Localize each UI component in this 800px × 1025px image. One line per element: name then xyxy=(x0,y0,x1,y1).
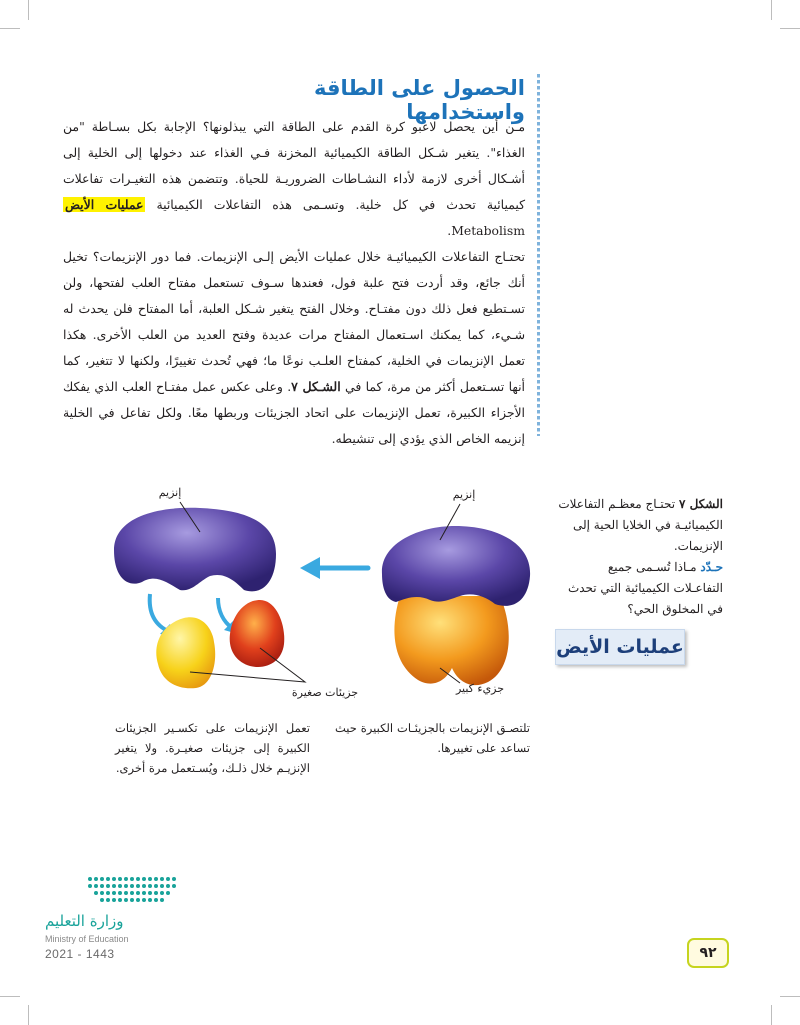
ministry-name-ar: وزارة التعليم xyxy=(45,912,124,930)
enzyme-bound xyxy=(382,526,530,606)
crop-mark xyxy=(28,0,29,20)
question-text: مـاذا تُسـمى جميع التفاعـلات الكيميائية التي تحدث في المخلوق الحي؟ xyxy=(567,560,723,616)
paragraph-text: تحتـاج التفاعلات الكيميائيـة خلال عمليات الأيض إلـى الإنزيمات. فما دور الإنزيمات؟ تخيل أنك جائع، وقد أردت فتح علبة فول، فعندها سـوف تستعمل مفتاح العلب لفتحها، ولن تسـتطيع فعل ذلك دون مفتـاح. وخلال الفتح يتغير شـكل العلبة، أما المفتاح فلن يحدث له شـيء، كما يمكنك اسـتعمال المفتاح مرات عديدة وفتح العديد من العلب الأخرى. هكذا تعمل الإنزيمات في الخلية، كمفتاح العلـب نوعًا ما؛ فهي تُحدث تغييرًا، ولكنها لا تتغير، كما أنها تسـتعمل أكثر من مرة، كما في xyxy=(63,249,525,394)
small-molecule-red xyxy=(230,600,285,667)
label-enzyme-right: إنزيم xyxy=(452,488,476,501)
paragraph-metabolism xyxy=(63,114,525,244)
crop-mark xyxy=(0,28,20,29)
description-bind: تلتصـق الإنزيمات بالجزيئـات الكبيرة حيث تساعد على تغييرها. xyxy=(335,721,530,755)
figure-caption-text: تحتـاج معظـم التفاعلات الكيميائيـة في الخلايا الحية إلى الإنزيمات. xyxy=(558,497,723,553)
page-number: ٩٢ xyxy=(687,938,729,968)
crop-mark xyxy=(771,0,772,20)
figure-caption xyxy=(555,494,723,620)
paragraph-enzymes xyxy=(63,244,525,452)
paragraph-text: مـن أين يحصل لاعبو كرة القدم على الطاقة التي يبذلونها؟ الإجابة بكل بسـاطة "من الغذاء". يتغير شـكل الطاقة الكيميائية المخزنة فـي الغذاء عند دخولها إلى الخلية إلى أشـكال أخرى لازمة لأداء النشـاطات الضروريـة للحياة. وتتضمن هذه التغيـرات تفاعلات كيميائية تحدث في كل خلية. وتسـمى هذه التفاعلات الكيميائية xyxy=(63,119,525,212)
enzyme-diagram xyxy=(100,478,540,708)
question-verb: حـدّد xyxy=(700,560,723,574)
paragraph-text: . وعلى عكس عمل مفتـاح العلب الذي يفكك الأجزاء الكبيرة، تعمل الإنزيمات على اتحاد الجزيئات وربطها معًا. ولكل تفاعل في الخلية إنزيمه الخاص الذي يؤدي إلى تنشيطه. xyxy=(63,379,525,446)
label-large-molecule: جزيء كبير xyxy=(455,682,505,695)
highlighted-term: عمليات الأيض xyxy=(65,197,144,212)
answer-box: عمليات الأيض xyxy=(555,629,685,665)
crop-mark xyxy=(780,996,800,997)
description-split: تعمل الإنزيمات على تكسـير الجزيئات الكبيرة إلى جزيئات صغيـرة. ولا يتغير الإنزيـم خلال ذلـك، ويُسـتعمل مرة أخرى. xyxy=(115,721,310,775)
label-enzyme-left: إنزيم xyxy=(158,486,182,499)
large-molecule xyxy=(394,596,508,685)
figure-number: الشكل ٧ xyxy=(678,497,723,511)
crop-mark xyxy=(771,1005,772,1025)
ministry-logo xyxy=(42,873,182,913)
crop-mark xyxy=(0,996,20,997)
section-title: الحصول على الطاقة واستخدامها xyxy=(314,76,525,124)
crop-mark xyxy=(28,1005,29,1025)
reaction-arrow-icon xyxy=(300,557,368,579)
figure-reference[interactable]: الشـكل ٧ xyxy=(291,379,341,394)
crop-mark xyxy=(780,28,800,29)
edition-year: 2021 - 1443 xyxy=(45,947,115,961)
enzyme-free xyxy=(114,508,276,592)
ministry-name-en: Ministry of Education xyxy=(45,934,129,944)
paragraph-term-en: Metabolism. xyxy=(447,223,525,238)
section-divider xyxy=(537,74,540,436)
label-small-molecules: جزيئات صغيرة xyxy=(291,686,359,699)
